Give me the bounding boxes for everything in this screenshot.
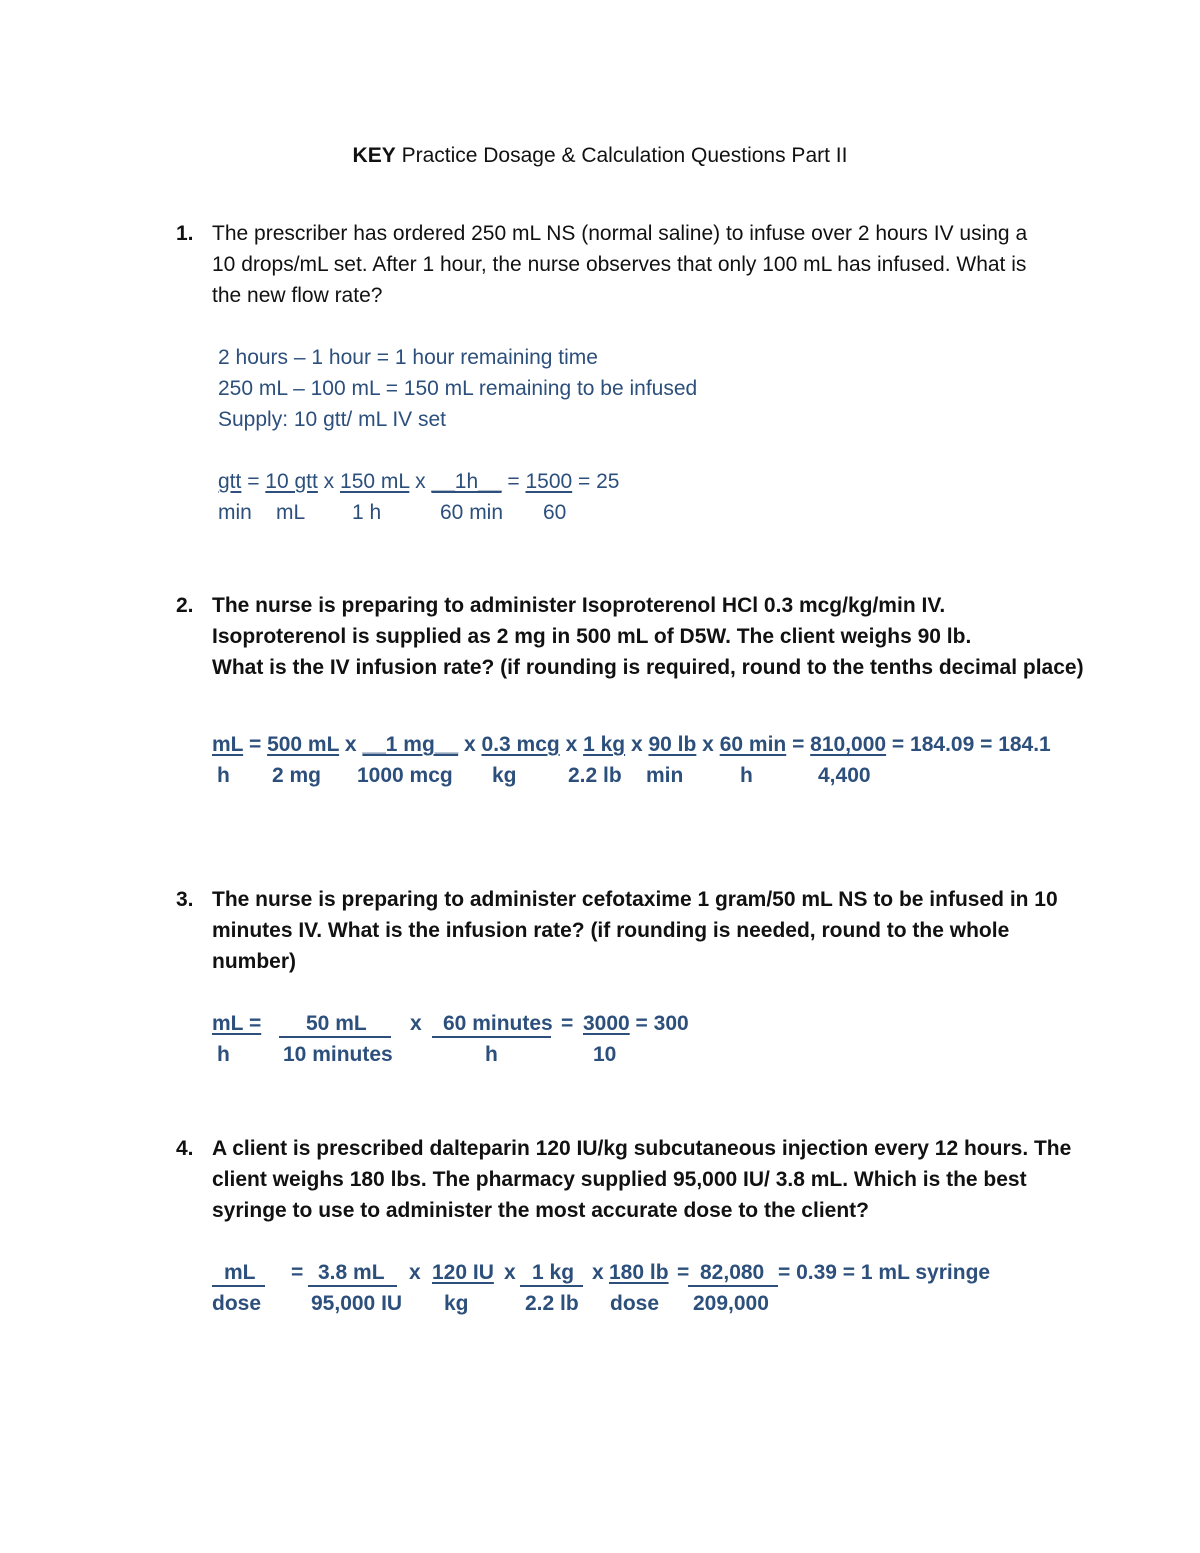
q4-eq-term: mL (224, 1261, 256, 1284)
q1-eq-sign: x (409, 470, 432, 493)
q2-eq-sign: = (243, 733, 268, 756)
q2-eq-term: __1 mg__ (362, 733, 459, 756)
question-3-number: 3. (176, 888, 194, 911)
q2-eq-term: 0.3 mcg (481, 733, 560, 756)
q2-eq-sign: x (559, 733, 584, 756)
q2-denom: min (646, 764, 684, 787)
q4-eq-sign: = (291, 1261, 304, 1284)
q1-eq-sign: = (501, 470, 526, 493)
q1-equation-top (218, 469, 619, 495)
q2-eq-term: mL (212, 733, 244, 756)
q4-eq-sign: x (409, 1261, 421, 1284)
question-3-line-1: The nurse is preparing to administer cefotaxime 1 gram/50 mL NS to be infused in 10 (212, 888, 1058, 911)
q4-fraction-bar (688, 1285, 778, 1287)
q4-eq-term: 1 kg (532, 1261, 575, 1284)
q3-eq-term: 3000 (583, 1012, 630, 1035)
q2-eq-sign: x (696, 733, 720, 756)
q3-denom: 10 (593, 1043, 617, 1066)
q1-eq-result: = 25 (572, 470, 620, 493)
question-1-line-1: The prescriber has ordered 250 mL NS (normal saline) to infuse over 2 hours IV using a (212, 222, 1028, 245)
question-4-number: 4. (176, 1137, 194, 1160)
q4-eq-term: 3.8 mL (318, 1261, 385, 1284)
q4-denom: 2.2 lb (525, 1292, 579, 1315)
question-3-line-3: number) (212, 950, 296, 973)
q2-eq-sign: x (339, 733, 363, 756)
title-key: KEY (352, 144, 396, 167)
q1-denom: 60 min (440, 501, 504, 524)
q4-eq-term: 120 IU (432, 1261, 494, 1284)
q4-fraction-bar (212, 1285, 265, 1287)
q4-eq-numerator (609, 1260, 669, 1286)
q4-denom: kg (444, 1292, 469, 1315)
q2-eq-sign: x (625, 733, 649, 756)
q3-denom: 10 minutes (283, 1043, 393, 1066)
q1-work-line-3: Supply: 10 gtt/ mL IV set (218, 408, 447, 431)
q1-work-line-1: 2 hours – 1 hour = 1 hour remaining time (218, 346, 598, 369)
q3-eq-sign: = (561, 1012, 574, 1035)
q1-eq-term: gtt (218, 470, 242, 493)
q3-eq-result: = 300 (629, 1012, 689, 1035)
q2-denom: 1000 mcg (357, 764, 453, 787)
q2-equation-top (212, 732, 1051, 758)
q4-eq-sign: = (677, 1261, 690, 1284)
q1-eq-sign: = (241, 470, 266, 493)
question-1-line-3: the new flow rate? (212, 284, 383, 307)
q3-denom: h (485, 1043, 498, 1066)
q2-denom: kg (492, 764, 517, 787)
q2-eq-term: 810,000 (810, 733, 887, 756)
q4-eq-term: 180 lb (609, 1261, 669, 1284)
q1-eq-term: __1h__ (431, 470, 502, 493)
q2-denom: h (740, 764, 753, 787)
q3-eq-term: 50 mL (306, 1012, 367, 1035)
q1-work-line-2: 250 mL – 100 mL = 150 mL remaining to be infused (218, 377, 698, 400)
question-2-number: 2. (176, 594, 194, 617)
q2-eq-term: 500 mL (267, 733, 340, 756)
q1-denom: 1 h (352, 501, 382, 524)
question-2-line-1: The nurse is preparing to administer Isoproterenol HCl 0.3 mcg/kg/min IV. (212, 594, 946, 617)
q2-eq-sign: = (786, 733, 811, 756)
q3-eq-sign: x (410, 1012, 422, 1035)
q1-denom: mL (276, 501, 306, 524)
title-rest: Practice Dosage & Calculation Questions Part II (395, 144, 848, 167)
question-1-line-2: 10 drops/mL set. After 1 hour, the nurse observes that only 100 mL has infused. What is (212, 253, 1027, 276)
q1-denom: min (218, 501, 252, 524)
q2-denom: h (217, 764, 230, 787)
q1-eq-term: 1500 (525, 470, 573, 493)
q4-eq-result: = 0.39 = 1 mL syringe (778, 1261, 991, 1284)
q3-eq-lhs (212, 1011, 261, 1037)
question-4-line-1: A client is prescribed dalteparin 120 IU/kg subcutaneous injection every 12 hours. The (212, 1137, 1072, 1160)
q4-fraction-bar (308, 1285, 397, 1287)
question-2-line-3: What is the IV infusion rate? (if rounding is required, round to the tenths decimal place) (212, 656, 1084, 679)
q4-eq-sign: x (592, 1261, 604, 1284)
q4-eq-numerator (432, 1260, 494, 1286)
q4-eq-sign: x (504, 1261, 516, 1284)
q2-denom: 2.2 lb (568, 764, 622, 787)
q1-eq-term: 150 mL (340, 470, 410, 493)
q3-denom: h (217, 1043, 230, 1066)
q1-denom: 60 (543, 501, 567, 524)
question-3-line-2: minutes IV. What is the infusion rate? (if rounding is needed, round to the whole (212, 919, 1010, 942)
q4-denom: 95,000 IU (311, 1292, 403, 1315)
question-1-number: 1. (176, 222, 194, 245)
q2-eq-term: 90 lb (648, 733, 697, 756)
q2-denom: 4,400 (818, 764, 871, 787)
question-2-line-2: Isoproterenol is supplied as 2 mg in 500 mL of D5W. The client weighs 90 lb. (212, 625, 972, 648)
q4-denom: dose (610, 1292, 660, 1315)
q2-eq-term: 1 kg (583, 733, 626, 756)
q3-eq-result-line (583, 1011, 689, 1037)
q3-eq-term: mL = (212, 1012, 262, 1035)
q1-eq-term: 10 gtt (265, 470, 318, 493)
q4-fraction-bar (520, 1285, 583, 1287)
q3-fraction-bar (432, 1036, 551, 1038)
q3-eq-term: 60 minutes (443, 1012, 553, 1035)
q2-denom: 2 mg (272, 764, 322, 787)
q4-eq-term: 82,080 (700, 1261, 765, 1284)
q4-denom: dose (212, 1292, 262, 1315)
q2-eq-term: 60 min (719, 733, 787, 756)
q1-eq-sign: x (317, 470, 341, 493)
q3-fraction-bar (279, 1036, 391, 1038)
question-4-line-3: syringe to use to administer the most accurate dose to the client? (212, 1199, 869, 1222)
q2-eq-result: = 184.09 = 184.1 (886, 733, 1051, 756)
q4-denom: 209,000 (693, 1292, 769, 1315)
page-title (0, 143, 1200, 169)
q2-eq-sign: x (458, 733, 482, 756)
question-4-line-2: client weighs 180 lbs. The pharmacy supplied 95,000 IU/ 3.8 mL. Which is the best (212, 1168, 1027, 1191)
